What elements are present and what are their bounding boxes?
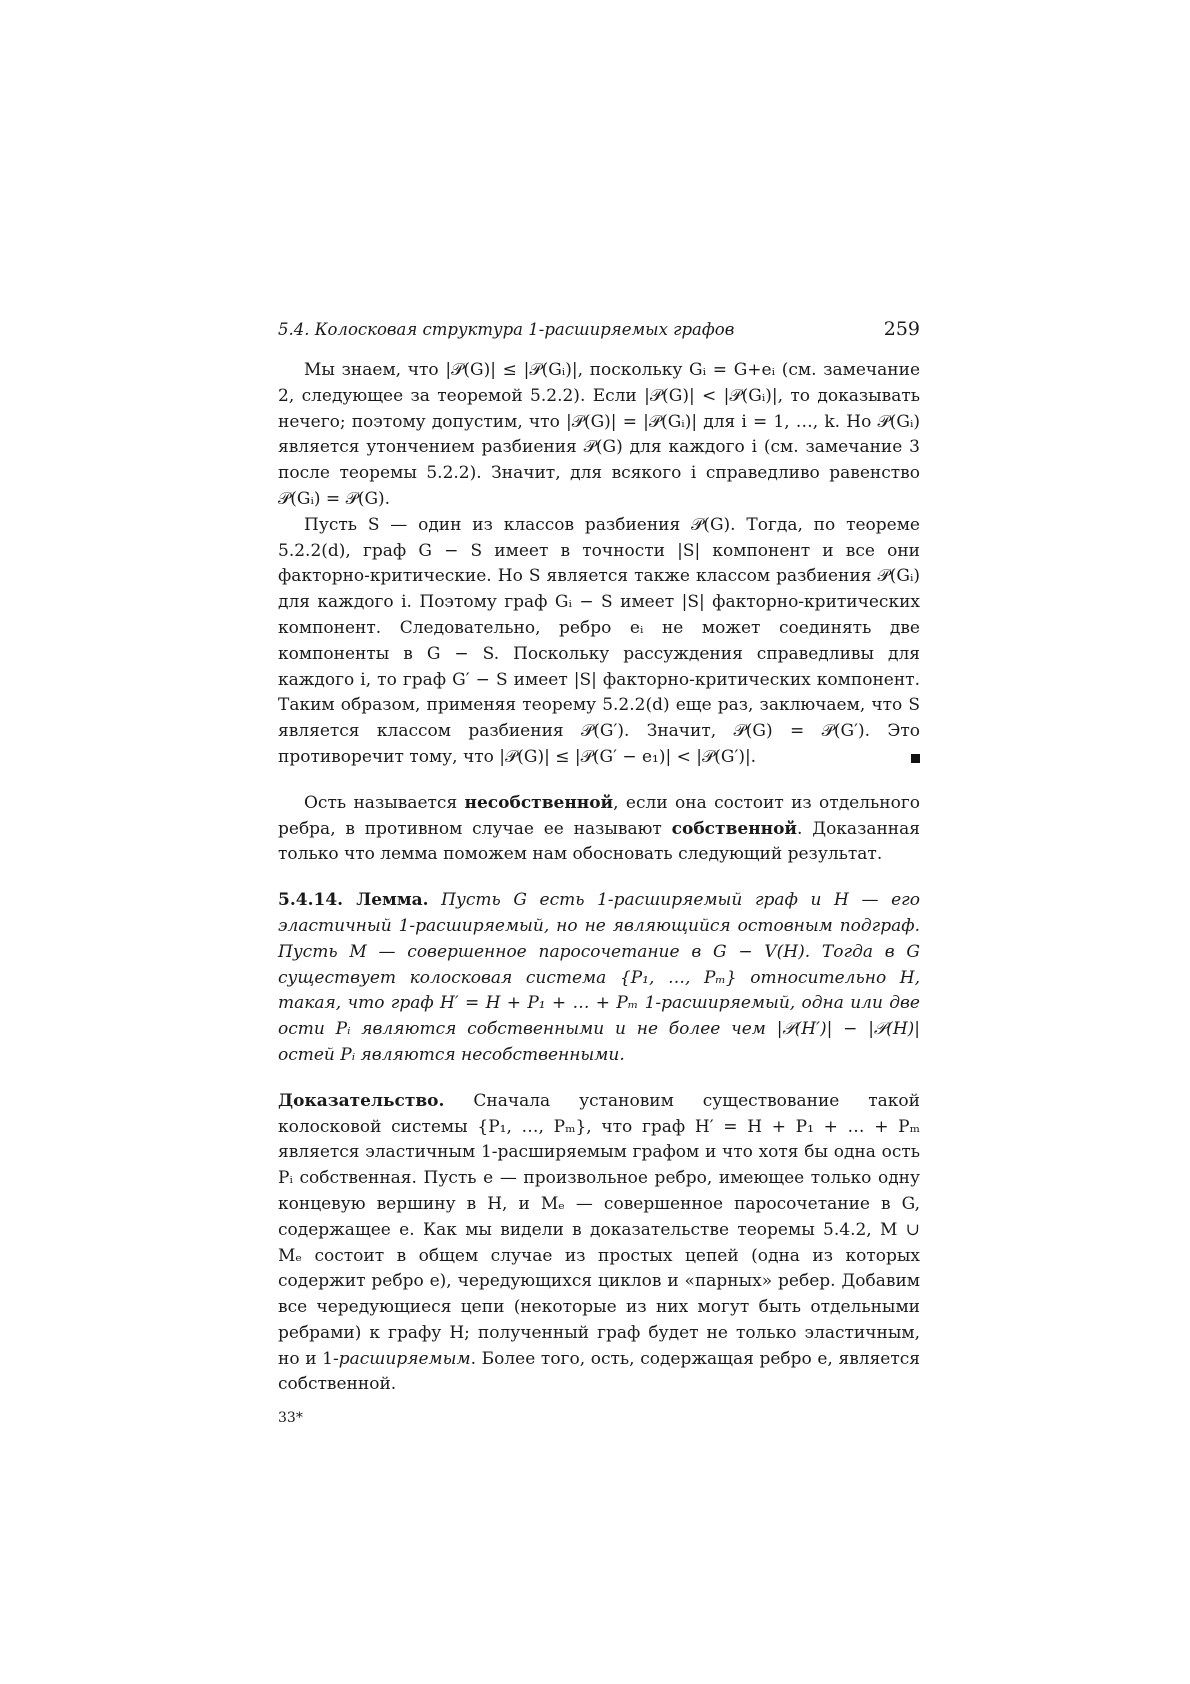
page-number: 259 xyxy=(883,318,920,340)
proof-italic-word: расширяемым xyxy=(338,1348,471,1369)
paragraph-3 xyxy=(278,791,920,868)
proof xyxy=(278,1089,920,1399)
p3-text-2: , если она состоит из отдельного ребра, в противном случае ее называют xyxy=(278,792,920,839)
paragraph-1-text: Мы знаем, что |𝒫(G)| ≤ |𝒫(Gᵢ)|, поскольку Gᵢ = G+eᵢ (см. замечание 2, следующее за теоремой 5.2.2). Если |𝒫(G)| < |𝒫(Gᵢ)|, то доказывать нечего; поэтому допустим, что |𝒫(G)| = |𝒫(Gᵢ)| для i = 1, …, k. Но 𝒫(Gᵢ) является утончением разбиения 𝒫(G) для каждого i (см. замечание 3 после теоремы 5.2.2). Значит, для всякого i справедливо равенство 𝒫(Gᵢ) = 𝒫(G). xyxy=(278,360,920,509)
running-title: 5.4. Колосковая структура 1-расширяемых графов xyxy=(278,320,735,339)
term-proper: собственной xyxy=(671,818,798,839)
book-page xyxy=(278,318,920,1426)
proof-label: Доказательство. xyxy=(278,1090,445,1111)
paragraph-2 xyxy=(278,513,920,771)
p3-text-3: . Доказанная только что лемма поможем нам обосновать следующий результат. xyxy=(278,818,920,865)
lemma xyxy=(278,888,920,1069)
proof-text-2: . Более того, ость, содержащая ребро e, является собственной. xyxy=(278,1348,921,1395)
lemma-text: Пусть G есть 1-расширяемый граф и H — его эластичный 1-расширяемый, но не являющийся остовным подграф. Пусть M — совершенное паросочетание в G − V(H). Тогда в G существует колосковая система {P₁, …, Pₘ} относительно H, такая, что граф H′ = H + P₁ + … + Pₘ 1-расширяемый, одна или две ости Pᵢ являются собственными и не более чем |𝒫(H′)| − |𝒫(H)| остей Pᵢ являются несобственными. xyxy=(278,890,920,1065)
qed-square-icon xyxy=(911,754,920,763)
p3-text-1: Ость называется xyxy=(304,792,465,813)
signature-mark: 33* xyxy=(278,1410,303,1427)
proof-text-1: Сначала установим существование такой колосковой системы {P₁, …, Pₘ}, что граф H′ = H + P₁ + … + Pₘ является эластичным 1-расширяемым графом и что хотя бы одна ость Pᵢ собственная. Пусть e — произвольное ребро, имеющее только одну концевую вершину в H, и Mₑ — совершенное паросочетание в G, содержащее e. Как мы видели в доказательстве теоремы 5.4.2, M ∪ Mₑ состоит в общем случае из простых цепей (одна из которых содержит ребро e), чередующихся циклов и «парных» ребер. Добавим все чередующиеся цепи (некоторые из них могут быть отдельными ребрами) к графу H; полученный граф будет не только эластичным, но и 1- xyxy=(278,1090,920,1369)
lemma-label: 5.4.14. Лемма. xyxy=(278,890,429,911)
paragraph-2-text: Пусть S — один из классов разбиения 𝒫(G). Тогда, по теореме 5.2.2(d), граф G − S имеет в точности |S| компонент и все они факторно-критические. Но S является также классом разбиения 𝒫(Gᵢ) для каждого i. Поэтому граф Gᵢ − S имеет |S| факторно-критических компонент. Следовательно, ребро eᵢ не может соединять две компоненты в G − S. Поскольку рассуждения справедливы для каждого i, то граф G′ − S имеет |S| факторно-критических компонент. Таким образом, применяя теорему 5.2.2(d) еще раз, заключаем, что S является классом разбиения 𝒫(G′). Значит, 𝒫(G) = 𝒫(G′). Это противоречит тому, что |𝒫(G)| ≤ |𝒫(G′ − e₁)| < |𝒫(G′)|. xyxy=(278,514,920,767)
paragraph-1 xyxy=(278,358,920,513)
running-head xyxy=(278,318,920,358)
term-improper: несобственной xyxy=(464,792,614,813)
